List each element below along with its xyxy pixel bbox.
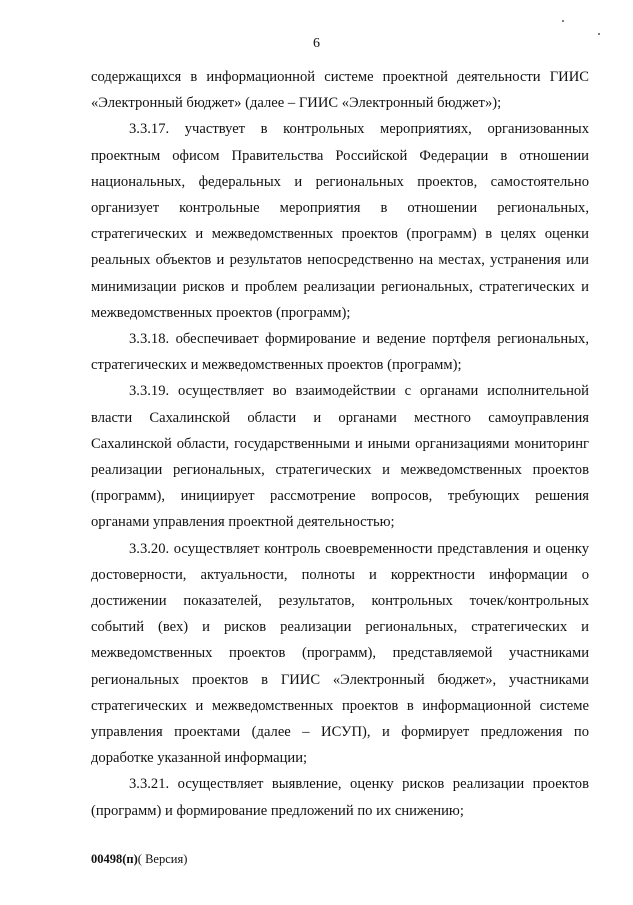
paragraph-3-3-18: 3.3.18. обеспечивает формирование и ведение портфеля региональных, стратегических и межведомственных проектов (программ);	[91, 331, 589, 374]
paragraph-3-3-17: 3.3.17. участвует в контрольных мероприятиях, организованных проектным офисом Правительства Российской Федерации в отношении национальных, федеральных и региональных проектов, самостоятельно организует контрольные мероприятия в отношении региональных, стратегических и межведомственных проектов (программ) в целях оценки реальных объектов и результатов непосредственно на местах, устранения или минимизации рисков и проблем реализации региональных, стратегических и межведомственных проектов (программ);	[91, 121, 589, 321]
paragraph-3-3-21: 3.3.21. осуществляет выявление, оценку рисков реализации проектов (программ) и формирование предложений по их снижению;	[91, 776, 589, 819]
paragraph-3-3-20: 3.3.20. осуществляет контроль своевременности представления и оценку достоверности, актуальности, полноты и корректности информации о достижении показателей, результатов, контрольных точек/контрольных событий (вех) и рисков реализации региональных, стратегических и межведомственных проектов (программ), представляемой участниками региональных проектов в ГИИС «Электронный бюджет», участниками стратегических и межведомственных проектов в информационной системе управления проектами (далее – ИСУП), и формирует предложения по доработке указанной информации;	[91, 540, 589, 767]
document-footer	[91, 852, 187, 867]
scan-speck	[598, 33, 600, 35]
document-body	[91, 64, 589, 824]
document-code: 00498(п)	[91, 852, 138, 866]
document-version: ( Версия)	[137, 852, 188, 866]
scan-speck	[562, 20, 564, 22]
paragraph-3-3-19: 3.3.19. осуществляет во взаимодействии с органами исполнительной власти Сахалинской области и органами местного самоуправления Сахалинской области, государственными и иными организациями мониторинг реализации региональных, стратегических и межведомственных проектов (программ), инициирует рассмотрение вопросов, требующих решения органами управления проектной деятельностью;	[91, 383, 589, 531]
page-number: 6	[313, 36, 320, 51]
paragraph-continuation: содержащихся в информационной системе проектной деятельности ГИИС «Электронный бюджет» (далее – ГИИС «Электронный бюджет»);	[91, 69, 589, 112]
